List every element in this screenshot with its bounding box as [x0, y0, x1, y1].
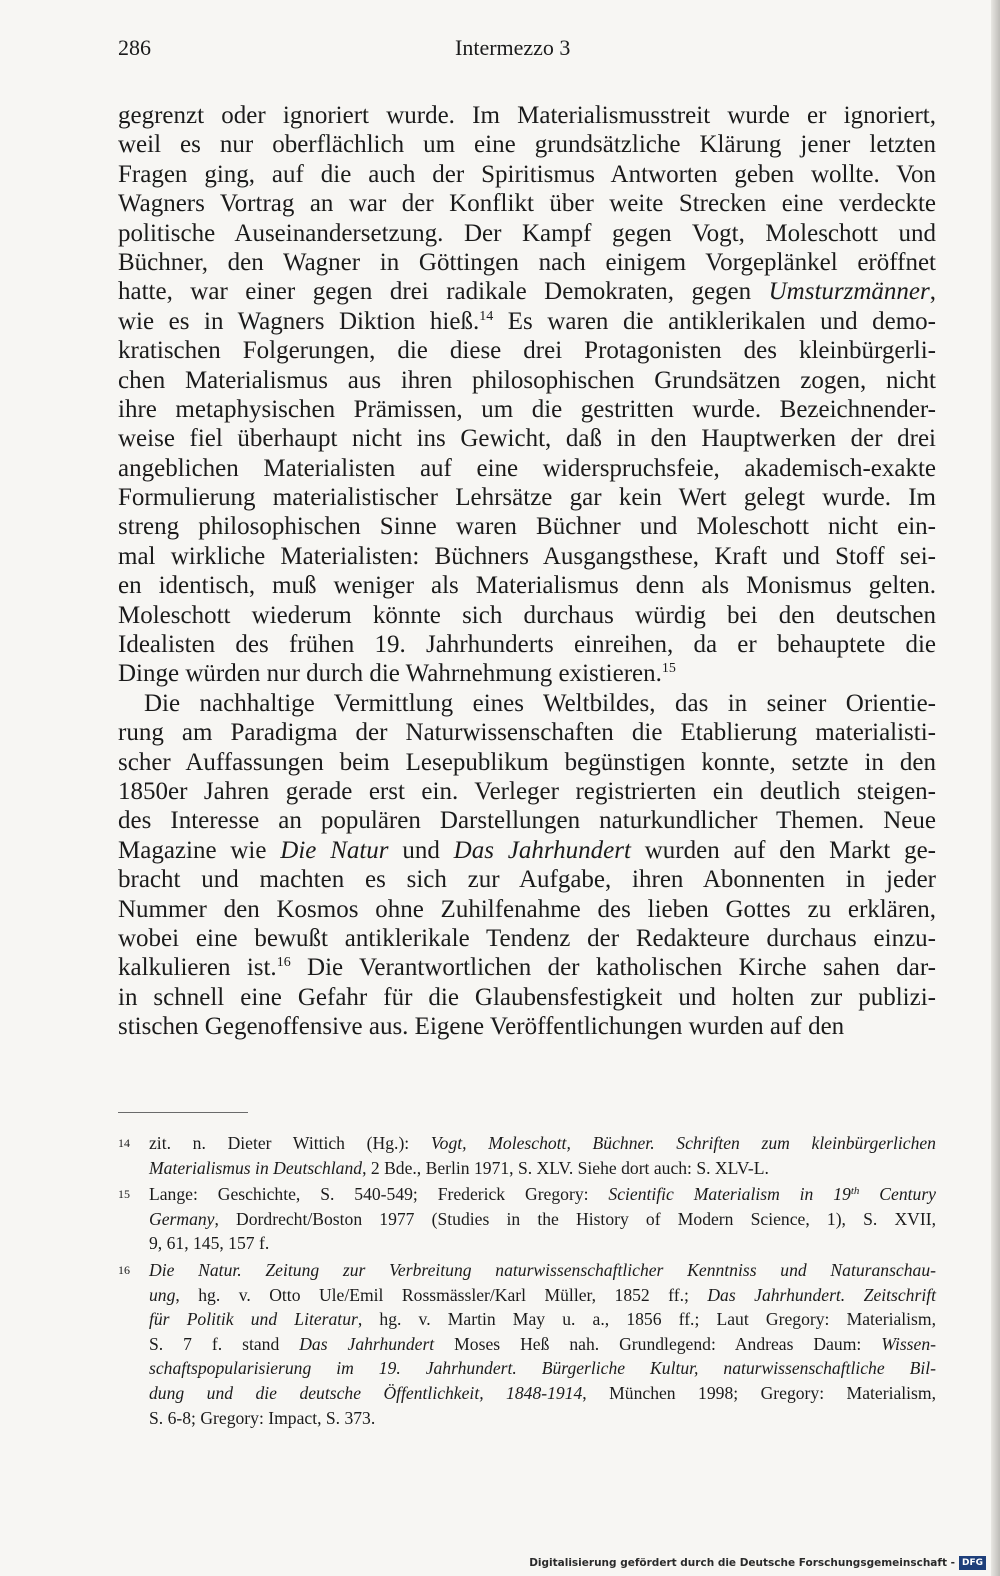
text-line: streng philosophischen Sinne waren Büchner und Moleschott nicht ein- — [118, 513, 936, 541]
text-line: ihre metaphysischen Prämissen, um die gestritten wurde. Bezeichnender- — [118, 395, 936, 423]
footnote-line: dung und die deutsche Öffentlichkeit, 1848-1914, München 1998; Gregory: Materialism, — [149, 1382, 936, 1403]
footnote-number: 16 — [118, 1262, 130, 1277]
text-line: bracht und machten es sich zur Aufgabe, ihren Abonnenten in jeder — [118, 866, 936, 894]
text-line: Nummer den Kosmos ohne Zuhilfenahme des lieben Gottes zu erklären, — [118, 895, 936, 923]
text-line: politische Auseinandersetzung. Der Kampf gegen Vogt, Moleschott und — [118, 219, 936, 247]
digitization-credit — [529, 1556, 986, 1570]
text-line: kalkulieren ist.$^{16}$ Die Verantwortlichen der katholischen Kirche sahen dar- — [118, 954, 936, 982]
text-line: mal wirkliche Materialisten: Büchners Ausgangsthese, Kraft und Stoff sei- — [118, 542, 936, 570]
text-line: Dinge würden nur durch die Wahrnehmung existieren.$^{15}$ — [118, 660, 676, 688]
page-edge — [991, 0, 1000, 1576]
text-line: Wagners Vortrag an war der Konflikt über weite Strecken eine verdeckte — [118, 190, 936, 218]
footnote-line: Die Natur. Zeitung zur Verbreitung naturwissenschaftlicher Kenntniss und Naturanschau- — [149, 1259, 936, 1280]
text-line: in schnell eine Gefahr für die Glaubensfestigkeit und holten zur publizi- — [118, 983, 936, 1011]
footnote-number: 15 — [118, 1187, 130, 1202]
footnote-line: 9, 61, 145, 157 f. — [149, 1233, 270, 1254]
text-line: angeblichen Materialisten auf eine widerspruchsfeie, akademisch-exakte — [118, 454, 936, 482]
text-line: wie es in Wagners Diktion hieß.$^{14}$ Es waren die antiklerikalen und demo- — [118, 307, 936, 335]
text-line: des Interesse an populären Darstellungen naturkundlicher Themen. Neue — [118, 807, 936, 835]
footnote — [118, 1182, 936, 1256]
text-line: stischen Gegenoffensive aus. Eigene Veröffentlichungen wurden auf den — [118, 1013, 845, 1041]
footnote-line: ung, hg. v. Otto Ule/Emil Rossmässler/Karl Müller, 1852 ff.; Das Jahrhundert. Zeitschrift — [149, 1284, 936, 1305]
main-text — [118, 101, 936, 1042]
text-line: weil es nur oberflächlich um eine grundsätzliche Klärung jener letzten — [118, 131, 936, 159]
text-line: Magazine wie Die Natur und Das Jahrhundert wurden auf den Markt ge- — [118, 836, 936, 864]
footnote-number: 14 — [118, 1136, 130, 1150]
text-line: Die nachhaltige Vermittlung eines Weltbildes, das in seiner Orientie- — [144, 689, 936, 717]
text-line: Büchner, den Wagner in Göttingen nach einigem Vorgeplänkel eröffnet — [118, 248, 936, 276]
text-line: scher Auffassungen beim Lesepublikum begünstigen konnte, setzte in den — [118, 748, 936, 776]
text-line: gegrenzt oder ignoriert wurde. Im Materialismusstreit wurde er ignoriert, — [118, 102, 936, 129]
text-line: wobei eine bewußt antiklerikale Tendenz der Redakteure durchaus einzu- — [118, 924, 936, 952]
page-number: 286 — [118, 35, 151, 60]
text-line: Idealisten des frühen 19. Jahrhunderts einreihen, da er behauptete die — [118, 631, 936, 659]
text-line: rung am Paradigma der Naturwissenschaften die Etablierung materialisti- — [118, 719, 936, 747]
text-line: kratischen Folgerungen, die diese drei Protagonisten des kleinbürgerli- — [118, 337, 936, 365]
footnote-line: schaftspopularisierung im 19. Jahrhundert. Bürgerliche Kultur, naturwissenschaftliche Bil- — [149, 1358, 936, 1379]
footnote — [118, 1131, 936, 1180]
footnote-separator — [118, 1112, 248, 1113]
footnote-line: Lange: Geschichte, S. 540-549; Frederick Gregory: Scientific Materialism in 19th Century — [149, 1184, 936, 1205]
footnote-line: zit. n. Dieter Wittich (Hg.): Vogt, Moleschott, Büchner. Schriften zum kleinbürgerlichen — [149, 1133, 936, 1153]
footnote-line: S. 6-8; Gregory: Impact, S. 373. — [149, 1407, 376, 1428]
text-line: chen Materialismus aus ihren philosophischen Grundsätzen zogen, nicht — [118, 366, 936, 394]
text-line: 1850er Jahren gerade erst ein. Verleger registrierten ein deutlich steigen- — [118, 777, 936, 805]
footnote-line: für Politik und Literatur, hg. v. Martin May u. a., 1856 ff.; Laut Gregory: Materialism, — [149, 1309, 936, 1330]
text-line: weise fiel überhaupt nicht ins Gewicht, daß in den Hauptwerken der drei — [118, 425, 936, 453]
footnote-line: S. 7 f. stand Das Jahrhundert Moses Heß nah. Grundlegend: Andreas Daum: Wissen- — [149, 1333, 936, 1354]
dfg-logo: DFG — [959, 1556, 986, 1570]
text-line: Moleschott wiederum könnte sich durchaus würdig bei den deutschen — [118, 601, 936, 629]
footnote-line: Germany, Dordrecht/Boston 1977 (Studies in the History of Modern Science, 1), S. XVII, — [149, 1208, 936, 1229]
credit-text: Digitalisierung gefördert durch die Deutsche Forschungsgemeinschaft - — [529, 1557, 955, 1569]
text-line: Formulierung materialistischer Lehrsätze gar kein Wert gelegt wurde. Im — [118, 484, 936, 512]
text-line: hatte, war einer gegen drei radikale Demokraten, gegen Umsturzmänner, — [118, 278, 936, 306]
text-line: Fragen ging, auf die auch der Spiritismus Antworten geben wollte. Von — [118, 160, 936, 188]
page-header — [118, 35, 938, 71]
text-line: en identisch, muß weniger als Materialismus denn als Monismus gelten. — [118, 572, 936, 600]
running-head: Intermezzo 3 — [455, 35, 571, 60]
footnote — [118, 1258, 936, 1430]
footnotes — [118, 1131, 936, 1432]
footnote-line: Materialismus in Deutschland, 2 Bde., Berlin 1971, S. XLV. Siehe dort auch: S. XLV-L. — [149, 1157, 769, 1178]
